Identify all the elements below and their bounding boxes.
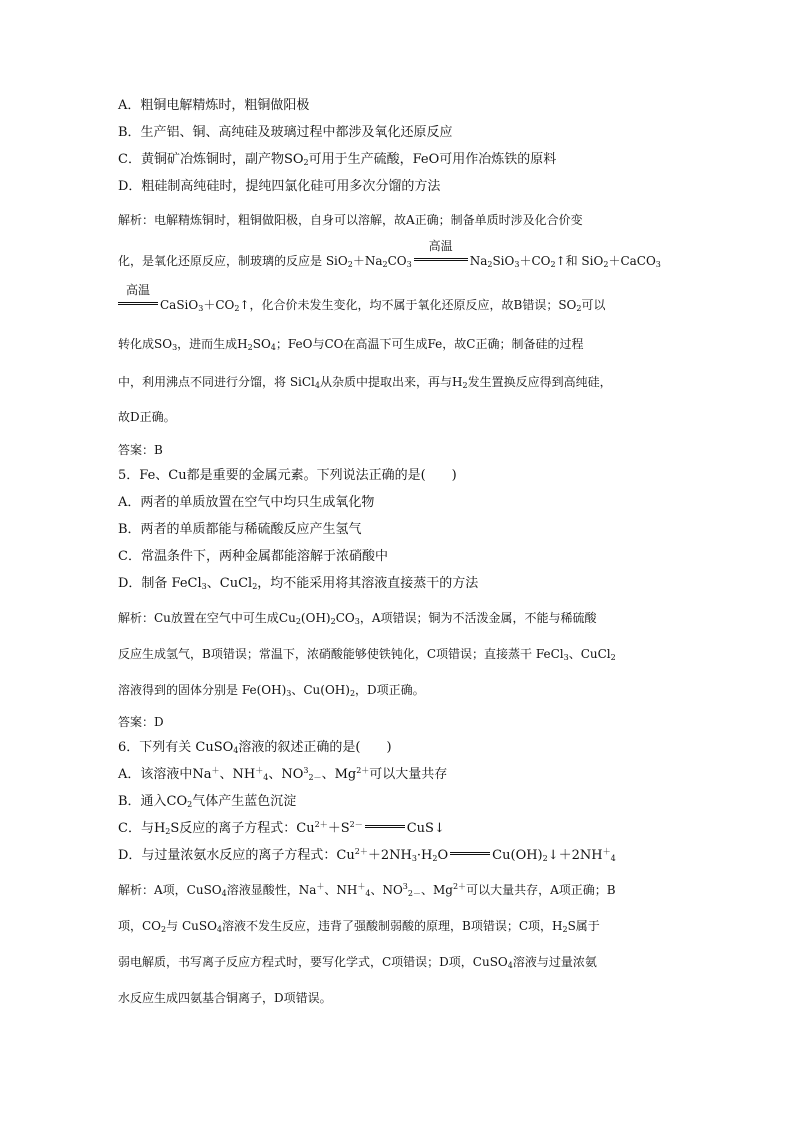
q4-analysis-line-5: 中，利用沸点不同进行分馏，将 SiCl$_4$从杂质中提取出来，再与$H_2$发生置换反应得到高纯硅， bbox=[118, 375, 612, 390]
q5-analysis-line-1: 解析：Cu放置在空气中可生成$Cu_2(OH)_2CO_3$，A项错误；铜为不活泼金属，不能与稀硫酸 bbox=[118, 611, 597, 626]
q5-answer: 答案：D bbox=[118, 715, 164, 729]
q4-analysis-line-3: 高温 $CaSiO_3+CO_2↑$，化合价未发生变化，均不属于氧化还原反应，故B错误；$SO_2$可以 bbox=[118, 297, 606, 313]
q5-stem: 5．Fe、Cu都是重要的金属元素。下列说法正确的是( ) bbox=[118, 468, 457, 483]
q6-analysis-line-1: 解析：A项，CuSO$_4$溶液显酸性，Na＋、$NH^+_4$、$NO^3_{2-}$、$Mg^{2+}$可以大量共存，A项正确；B bbox=[118, 882, 616, 898]
q4-option-d: D．粗硅制高纯硅时，提纯四氯化硅可用多次分馏的方法 bbox=[118, 179, 441, 194]
q6-option-b: B．通入$CO_2$气体产生蓝色沉淀 bbox=[118, 794, 297, 809]
q6-analysis-line-3: 弱电解质，书写离子反应方程式时，要写化学式，C项错误；D项，CuSO$_4$溶液与过量浓氨 bbox=[118, 955, 597, 970]
q6-option-c: C．与$H_2S$反应的离子方程式：$Cu^{2+}+S^{2-}$ CuS↓ bbox=[118, 820, 445, 836]
q5-analysis-line-2: 反应生成氢气，B项错误；常温下，浓硝酸能够使铁钝化，C项错误；直接蒸干 FeCl$_3$、CuCl$_2$ bbox=[118, 647, 616, 662]
equals-sign-2 bbox=[450, 852, 490, 855]
q4-option-b: B．生产铝、铜、高纯硅及玻璃过程中都涉及氧化还原反应 bbox=[118, 125, 453, 140]
q5-option-d: D．制备 FeCl$_3$、CuCl$_2$，均不能采用将其溶液直接蒸干的方法 bbox=[118, 576, 479, 591]
q5-analysis-line-3: 溶液得到的固体分别是 $Fe(OH)_3$、$Cu(OH)_2$，D项正确。 bbox=[118, 683, 425, 698]
equals-sign bbox=[365, 825, 405, 828]
q5-option-b: B．两者的单质都能与稀硫酸反应产生氢气 bbox=[118, 522, 362, 537]
q4-answer: 答案：B bbox=[118, 443, 163, 457]
q6-analysis-line-2: 项，$CO_2$与 CuSO$_4$溶液不发生反应，违背了强酸制弱酸的原理，B项错误；C项，$H_2S$属于 bbox=[118, 919, 600, 934]
q4-analysis-line-2: 化，是氧化还原反应，制玻璃的反应是 $SiO_2+Na_2CO_3$ 高温 $Na_2SiO_3+CO_2↑$和 SiO$_2$＋CaCO$_3$ bbox=[118, 239, 661, 269]
q4-analysis-line-1: 解析：电解精炼铜时，粗铜做阳极，自身可以溶解，故A正确；制备单质时涉及化合价变 bbox=[118, 213, 583, 227]
q4-option-a: A．粗铜电解精炼时，粗铜做阳极 bbox=[118, 98, 310, 113]
condition-high-temp-2: 高温 bbox=[118, 297, 158, 313]
q5-option-c: C．常温条件下，两种金属都能溶解于浓硝酸中 bbox=[118, 549, 388, 564]
q6-analysis-line-4: 水反应生成四氨基合铜离子，D项错误。 bbox=[118, 991, 332, 1005]
q4-analysis-line-6: 故D正确。 bbox=[118, 410, 176, 424]
q6-option-d: D．与过量浓氨水反应的离子方程式：$Cu^{2+}+2NH_3\cdot H_2O$ $Cu(OH)_2↓+2NH^+_4$ bbox=[118, 847, 616, 863]
condition-high-temp: 高温 bbox=[414, 253, 468, 269]
q6-stem: 6．下列有关 CuSO$_4$溶液的叙述正确的是( ) bbox=[118, 740, 392, 755]
q4-analysis-line-4: 转化成$SO_3$，进而生成$H_2SO_4$；FeO与CO在高温下可生成Fe，故C正确；制备硅的过程 bbox=[118, 337, 584, 352]
q4-option-c: C．黄铜矿冶炼铜时，副产物$SO_2$可用于生产硫酸，FeO可用作冶炼铁的原料 bbox=[118, 152, 557, 167]
q6-option-a: A．该溶液中Na＋、$NH^+_4$、$NO^3_{2-}$、$Mg^{2+}$可以大量共存 bbox=[118, 766, 448, 782]
q5-option-a: A．两者的单质放置在空气中均只生成氧化物 bbox=[118, 495, 375, 510]
